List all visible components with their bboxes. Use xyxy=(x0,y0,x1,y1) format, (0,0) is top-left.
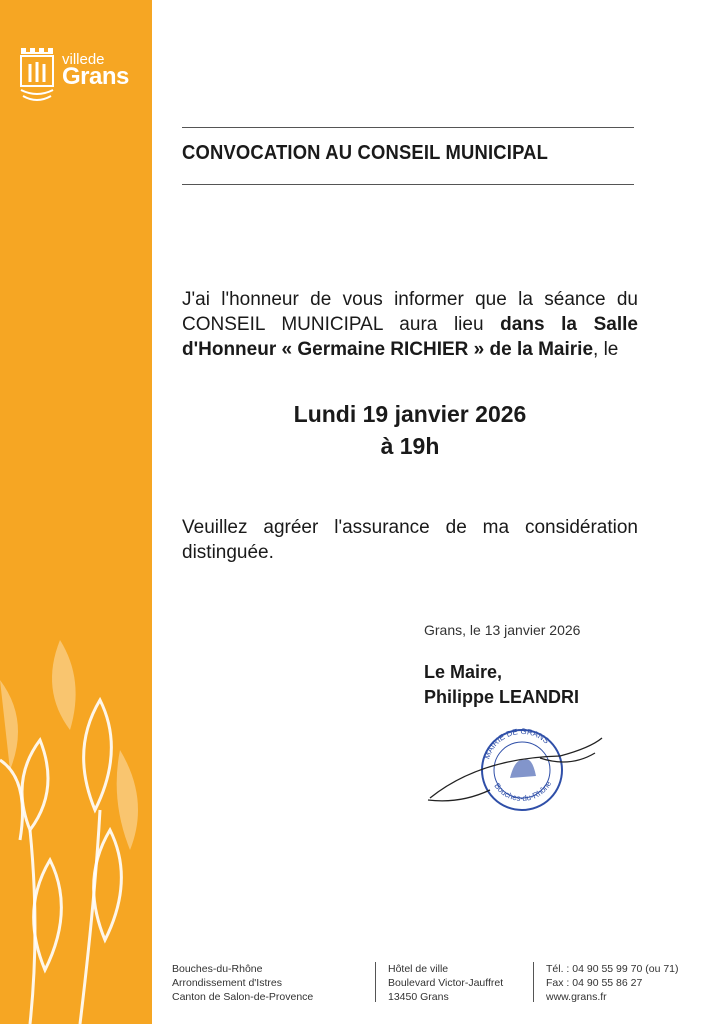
footer-address xyxy=(388,962,503,1004)
mairie-stamp-icon xyxy=(420,718,620,818)
footer-line: 13450 Grans xyxy=(388,991,449,1003)
footer-fax: Fax : 04 90 55 86 27 xyxy=(546,977,643,989)
stamp-bottom-text: Bouches-du-Rhône xyxy=(492,779,554,803)
closing-paragraph: Veuillez agréer l'assurance de ma considération distinguée. xyxy=(182,517,638,563)
intro-text-1: J'ai l'honneur de vous informer que la séance du CONSEIL MUNICIPAL aura lieu xyxy=(182,289,638,335)
place-date: Grans, le 13 janvier 2026 xyxy=(424,622,581,638)
footer-line: Canton de Salon-de-Provence xyxy=(172,991,314,1003)
logo-de: de xyxy=(87,51,105,68)
logo-city: Grans xyxy=(62,63,129,90)
page-title: CONVOCATION AU CONSEIL MUNICIPAL xyxy=(182,142,549,164)
title-top-rule xyxy=(182,127,634,128)
grans-logo xyxy=(18,44,148,108)
tower-emblem-icon xyxy=(18,44,56,106)
mayor-name: Philippe LEANDRI xyxy=(424,687,580,707)
meeting-time: à 19h xyxy=(380,433,440,459)
meeting-block xyxy=(182,398,638,462)
orange-sidebar xyxy=(0,0,152,1024)
stamp-top-text: MAIRIE DE GRANS xyxy=(482,726,551,761)
footer-contact xyxy=(546,962,679,1004)
svg-text:MAIRIE DE GRANS xyxy=(482,727,551,760)
mayor-role: Le Maire, xyxy=(424,662,503,682)
wheat-decoration-icon xyxy=(0,640,152,1024)
meeting-date: Lundi 19 janvier 2026 xyxy=(293,401,527,427)
intro-location: dans la Salle d'Honneur « Germaine RICHIER » de la Mairie xyxy=(182,314,638,360)
footer-line: Hôtel de ville xyxy=(388,963,449,975)
footer-website-link[interactable]: www.grans.fr xyxy=(546,991,607,1003)
logo-ville: ville xyxy=(62,51,88,68)
signature-block xyxy=(424,660,579,710)
footer-phone: Tél. : 04 90 55 99 70 (ou 71) xyxy=(546,963,679,975)
footer-divider xyxy=(375,962,376,1002)
footer-line: Boulevard Victor-Jauffret xyxy=(388,977,504,989)
footer-divider xyxy=(533,962,534,1002)
footer-region xyxy=(172,962,313,1004)
footer-line: Arrondissement d'Istres xyxy=(172,977,282,989)
svg-text:Bouches-du-Rhône xyxy=(492,779,553,803)
footer-line: Bouches-du-Rhône xyxy=(172,963,263,975)
intro-text-2: , le xyxy=(593,339,619,360)
intro-paragraph xyxy=(182,287,638,362)
title-bottom-rule xyxy=(182,184,634,185)
